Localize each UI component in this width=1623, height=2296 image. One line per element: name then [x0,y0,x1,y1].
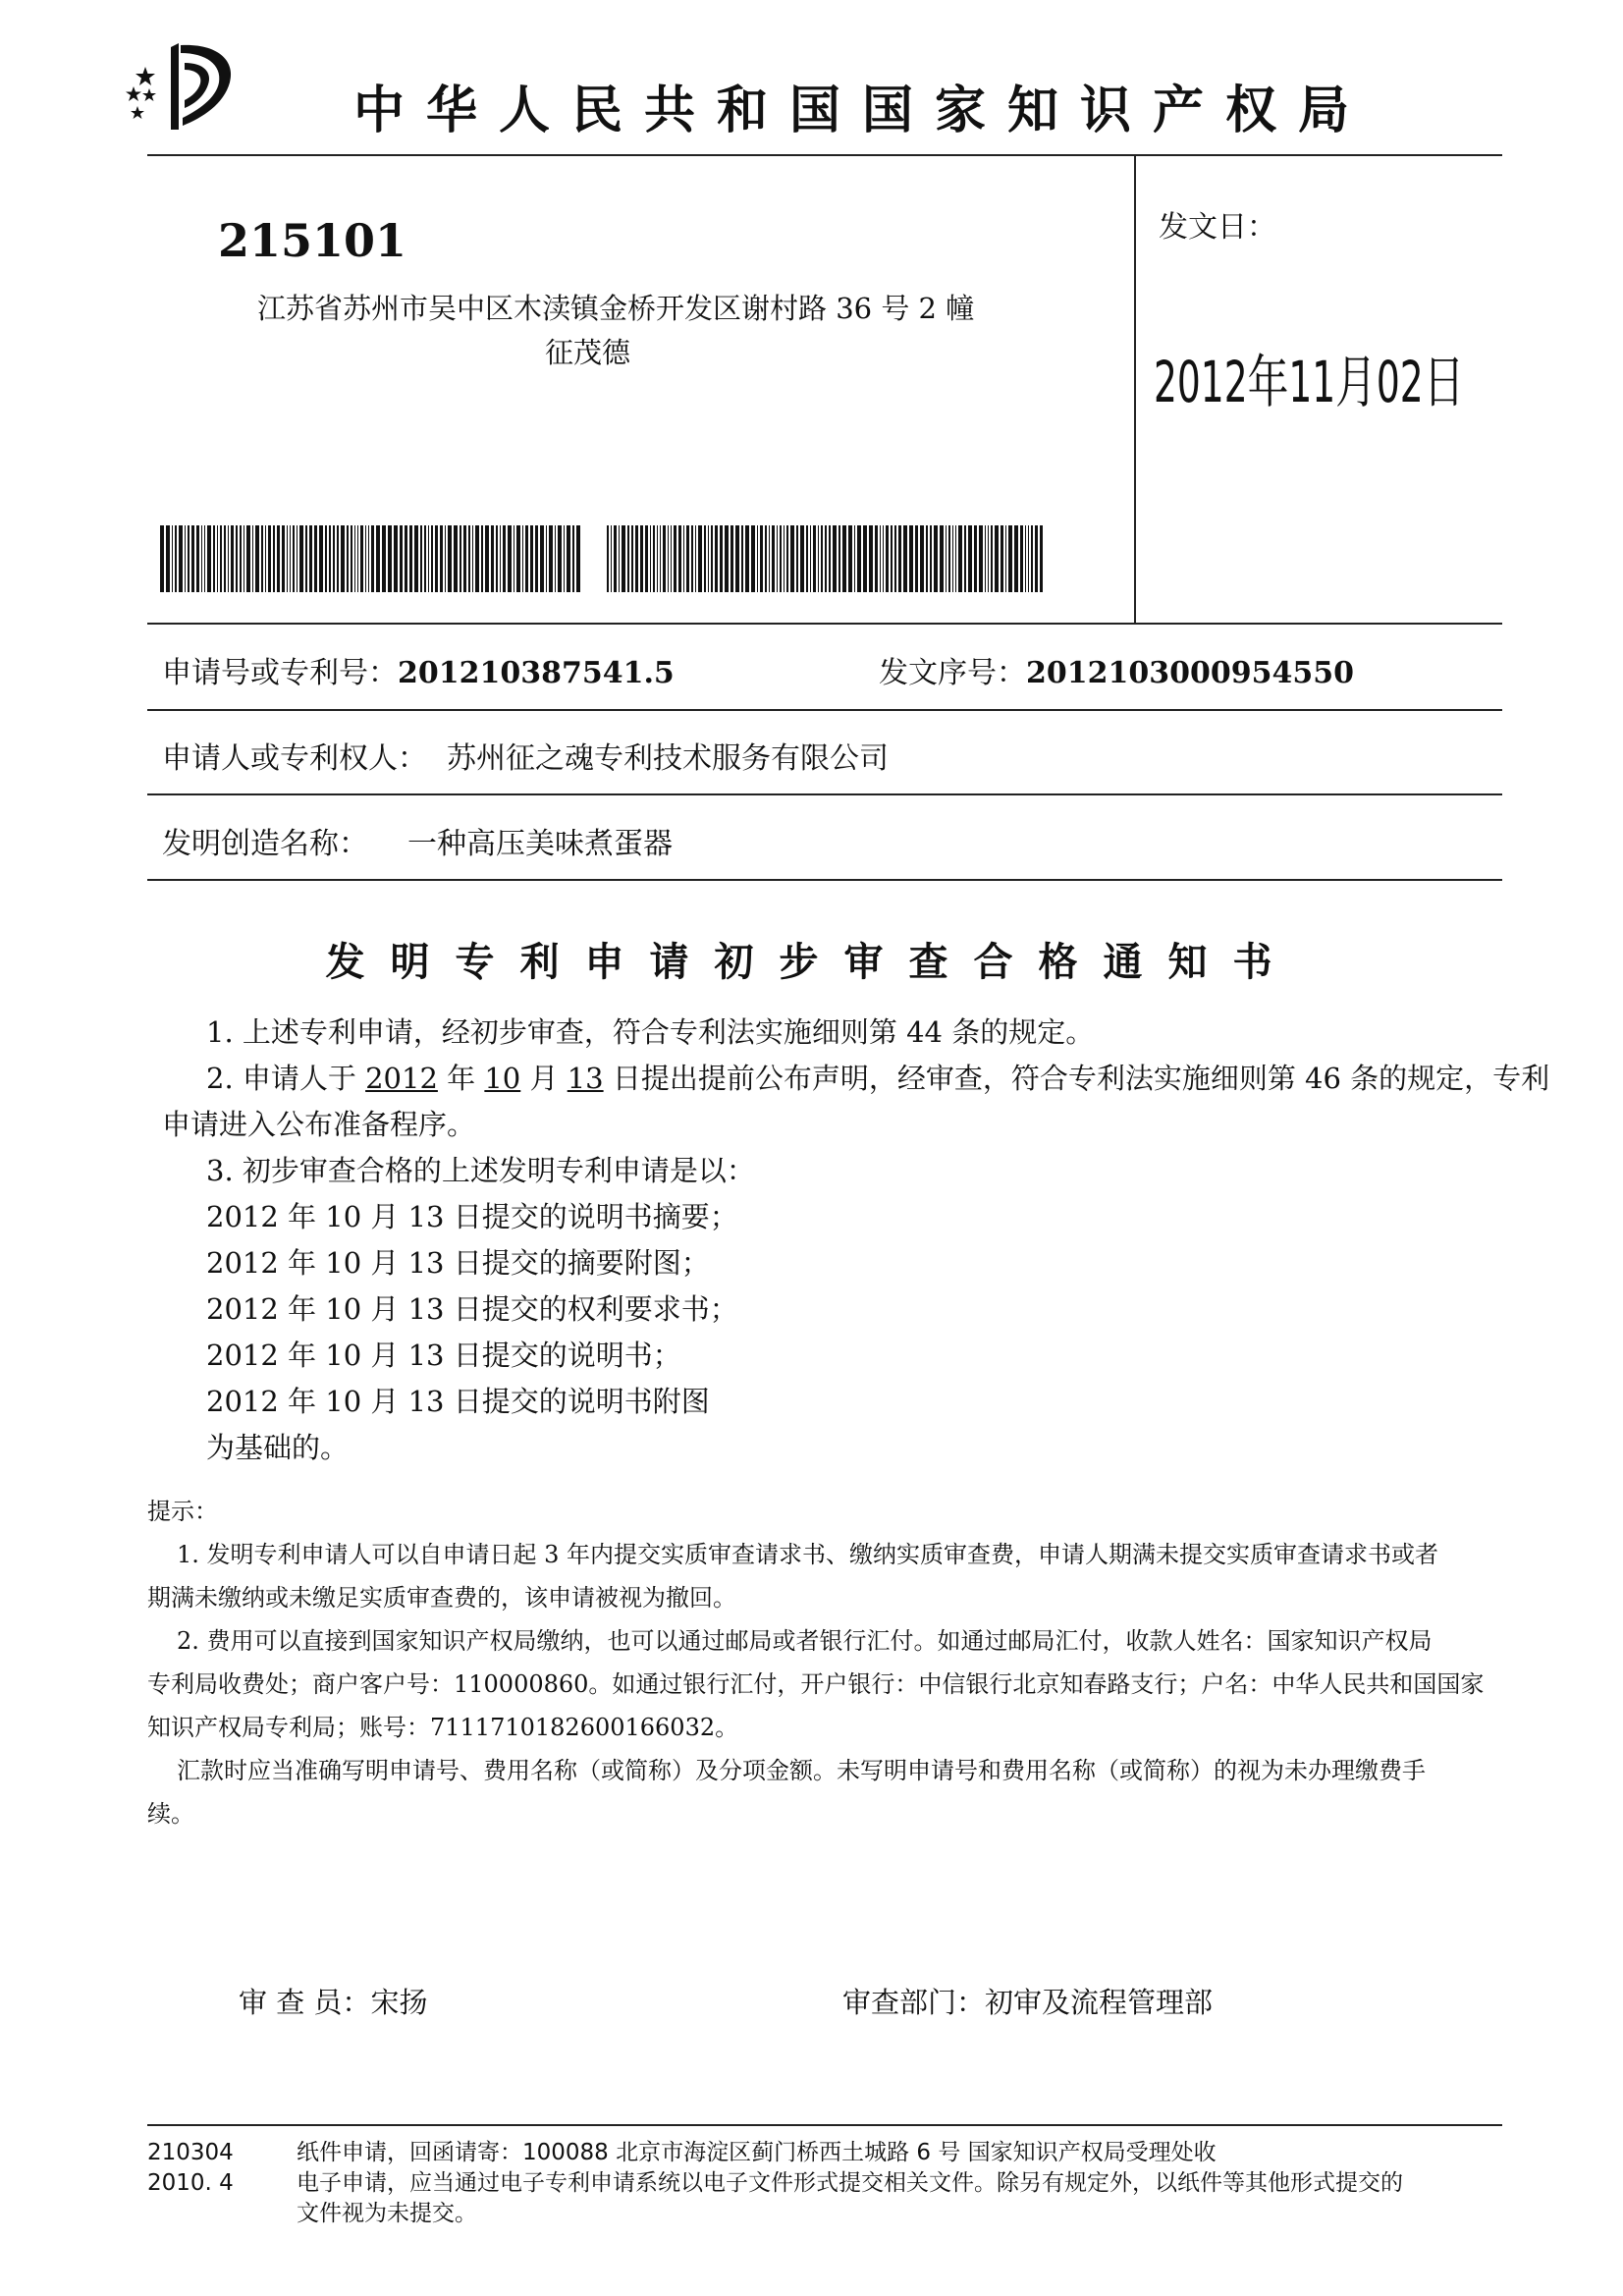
tips-label: 提示： [147,1498,218,1525]
barcode-bar [472,525,473,592]
barcode-bar [282,525,285,592]
barcode-bar [813,525,816,592]
barcode-bar [968,525,972,592]
issue-date-value: 2012年11月02日 [1154,349,1465,415]
barcode-bar [268,525,271,592]
barcode-bar [875,525,878,592]
barcode-bar [448,525,452,592]
barcode-bar [708,525,709,592]
examining-department [842,1981,1213,2021]
barcode-bar [564,525,565,592]
application-number-value: 201210387541.5 [398,656,675,690]
barcode-bar [360,525,363,592]
barcode-bar [376,525,380,592]
barcode-bar [790,525,794,592]
barcode-bar [273,525,275,592]
barcode-bar [660,525,661,592]
barcode-bar [297,525,298,592]
barcode-bar [228,525,229,592]
barcode-bar [325,525,327,592]
barcode-bar [567,525,570,592]
notice-title: 发明专利申请初步审查合格通知书 [325,940,1298,985]
barcode-bar [926,525,928,592]
barcode-bar [657,525,658,592]
barcode-bar [371,525,374,592]
barcode-bar [839,525,840,592]
applicant [162,734,889,777]
barcode-bar [261,525,263,592]
barcode-bar [640,525,643,592]
barcode-bar [765,525,767,592]
barcode-bar [428,525,429,592]
barcode-bar [347,525,349,592]
barcode-bar [341,525,345,592]
department-name: 初审及流程管理部 [985,1986,1214,2019]
tips-section [147,1490,1484,1835]
barcode-bar [496,525,498,592]
tip-1: 1. 发明专利申请人可以自申请日起 3 年内提交实质审查请求书、缴纳实质审查费，申请人期满未提交实质审查请求书或者 [177,1541,1439,1568]
barcode-bar [1035,525,1038,592]
barcode-bar [715,525,718,592]
barcode-bar [179,525,183,592]
barcode-bar [535,525,538,592]
barcode-bar [293,525,295,592]
barcode-bar [400,525,403,592]
document-item: 2012 年 10 月 13 日提交的说明书； [206,1339,681,1372]
form-code: 210304 [147,2140,234,2165]
barcode-bar [236,525,238,592]
notice-body [162,1010,1549,1471]
application-number-label: 申请号或专利号： [162,656,398,690]
tip-2: 2. 费用可以直接到国家知识产权局缴纳，也可以通过邮局或者银行汇付。如通过邮局汇付，收款人姓名：国家知识产权局 [177,1627,1433,1655]
barcode-bar [188,525,189,592]
applicant-label: 申请人或专利权人： [162,741,427,776]
barcode-bar [952,525,953,592]
barcode-bar [1031,525,1033,592]
barcode-bar [265,525,266,592]
barcode-bar [833,525,837,592]
barcode-bar [686,525,689,592]
barcode-bar [635,525,638,592]
barcode-bar [435,525,438,592]
barcode-bar [420,525,422,592]
barcode-bar [299,525,303,592]
barcode-bar [653,525,655,592]
barcode-bar [160,525,164,592]
barcode-bar [678,525,681,592]
barcode-bar [650,525,651,592]
barcode-bar [337,525,339,592]
department-label: 审查部门： [842,1986,986,2019]
barcode-bar [796,525,798,592]
cnipa-logo-icon [120,39,245,134]
barcode-bar [780,525,782,592]
barcode-bar [857,525,861,592]
barcode-bar [695,525,696,592]
barcode-bar [1001,525,1003,592]
barcode-bar [555,525,556,592]
barcode-bar [175,525,177,592]
tip-3: 汇款时应当准确写明申请号、费用名称（或简称）及分项金额。未写明申请号和费用名称（或简称）的视为未办理缴费手 [177,1757,1426,1784]
footer-electronic-filing-cont: 文件视为未提交。 [297,2201,477,2226]
barcode-bar [207,525,211,592]
barcode-bar [243,525,244,592]
barcode-bar [277,525,280,592]
barcode-bar [760,525,763,592]
barcode-bar [354,525,355,592]
document-item: 2012 年 10 月 13 日提交的说明书附图 [206,1385,710,1418]
invention-title [162,819,673,862]
notice-paragraph-2-cont: 申请进入公布准备程序。 [162,1108,476,1141]
barcode-bar [974,525,977,592]
barcode-bar [468,525,470,592]
barcode-bar [725,525,729,592]
barcode-bar [368,525,369,592]
barcode-bar [735,525,739,592]
form-version: 2010. 4 [147,2170,234,2196]
barcode-bar [431,525,433,592]
barcode-bar [1025,525,1026,592]
barcode-bar [757,525,758,592]
recipient-address: 江苏省苏州市吴中区木渎镇金桥开发区谢村路 36 号 2 幢 [257,292,975,325]
barcode-bar [333,525,335,592]
barcode-bar [958,525,962,592]
barcode-bar [196,525,199,592]
postcode: 215101 [218,214,407,267]
barcode-bar [1014,525,1018,592]
barcode-bar [883,525,884,592]
barcode-bar [898,525,901,592]
barcode-bar [810,525,811,592]
barcode-bar [172,525,173,592]
document-number [879,648,1354,691]
barcode-bar [627,525,629,592]
barcode-bar [891,525,893,592]
issue-date-label: 发文日： [1159,210,1276,245]
barcode-right [607,525,1051,592]
barcode-bar [508,525,512,592]
barcode-bar [424,525,426,592]
barcode-bar [540,525,544,592]
barcode-bar [252,525,253,592]
barcode-bar [525,525,528,592]
notice-basis: 为基础的。 [206,1431,350,1464]
document-number-value: 2012103000954550 [1026,656,1354,690]
barcode-bar [991,525,993,592]
barcode-bar [946,525,947,592]
barcode-bar [309,525,312,592]
declaration-month: 10 [484,1062,521,1095]
barcode-bar [903,525,907,592]
barcode-left [160,525,587,592]
barcode-bar [698,525,702,592]
barcode-bar [880,525,881,592]
barcode-bar [491,525,494,592]
barcode-bar [818,525,819,592]
barcode-bar [500,525,501,592]
barcode-bar [1020,525,1023,592]
barcode-bar [674,525,676,592]
barcode-bar [329,525,331,592]
barcode-bar [201,525,202,592]
barcode-bar [357,525,358,592]
notice-paragraph-1: 1. 上述专利申请，经初步审查，符合专利法实施细则第 44 条的规定。 [206,1015,1095,1049]
document-item: 2012 年 10 月 13 日提交的说明书摘要； [206,1200,738,1233]
barcode-bar [848,525,852,592]
barcode-bar [530,525,533,592]
barcode-bar [631,525,633,592]
barcode-bar [909,525,913,592]
barcode-bar [388,525,392,592]
barcode-bar [607,525,609,592]
barcode-bar [711,525,713,592]
barcode-bar [619,525,620,592]
barcode-bar [741,525,743,592]
barcode-bar [213,525,215,592]
document-item: 2012 年 10 月 13 日提交的摘要附图； [206,1246,710,1280]
barcode-bar [806,525,808,592]
barcode-bar [614,525,617,592]
barcode-bar [217,525,218,592]
barcode-bar [475,525,479,592]
notice-paragraph-3: 3. 初步审查合格的上述发明专利申请是以： [206,1154,755,1187]
barcode-bar [558,525,562,592]
barcode-bar [255,525,259,592]
barcode-bar [930,525,932,592]
barcode-bar [842,525,846,592]
barcode-bar [854,525,855,592]
declaration-year: 2012 [365,1062,438,1095]
barcode-bar [572,525,574,592]
barcode-bar [988,525,989,592]
barcode-bar [825,525,827,592]
barcode-bar [409,525,412,592]
barcode-bar [224,525,226,592]
barcode-bar [979,525,983,592]
office-name: 中华人民共和国国家知识产权局 [353,82,1372,140]
recipient-name: 征茂德 [545,336,631,369]
invention-title-value: 一种高压美味煮蛋器 [407,827,673,861]
footer-electronic-filing: 电子申请，应当通过电子专利申请系统以电子文件形式提交相关文件。除另有规定外，以纸件等其他形式提交的 [297,2170,1403,2196]
invention-title-label: 发明创造名称： [162,827,368,861]
barcode-bar [576,525,580,592]
barcode-bar [691,525,693,592]
document-item: 2012 年 10 月 13 日提交的权利要求书； [206,1292,738,1326]
tip-2-cont: 专利局收费处；商户客户号：110000860。如通过银行汇付，开户银行：中信银行北京知春路支行；户名：中华人民共和国国家 [147,1670,1485,1698]
barcode-bar [394,525,398,592]
barcode-bar [683,525,684,592]
barcode-bar [460,525,461,592]
barcode-bar [769,525,770,592]
barcode-bar [751,525,755,592]
barcode-bar [414,525,418,592]
barcode-bar [231,525,234,592]
barcode-bar [821,525,823,592]
barcode-bar [290,525,291,592]
barcode-bar [894,525,896,592]
barcode-bar [800,525,804,592]
barcode-bar [745,525,749,592]
barcode-bar [191,525,194,592]
barcode-bar [1005,525,1006,592]
barcode-bar [405,525,407,592]
barcode-bar [1008,525,1012,592]
barcode-bar [503,525,506,592]
barcode-bar [314,525,317,592]
barcode-bar [546,525,547,592]
barcode-bar [220,525,222,592]
barcode-bar [246,525,250,592]
notice-paragraph-2: 2. 申请人于 2012 年 10 月 13 日提出提前公布声明，经审查，符合专利法实施细则第 46 条的规定，专利 [206,1062,1550,1095]
barcode-bar [985,525,986,592]
barcode-bar [995,525,999,592]
barcode-bar [185,525,186,592]
barcode-bar [1040,525,1043,592]
examiner [239,1981,427,2021]
barcode-bar [549,525,553,592]
barcode-bar [204,525,205,592]
barcode-bar [948,525,950,592]
barcode-bar [305,525,307,592]
barcode-bar [829,525,831,592]
barcode-bar [611,525,612,592]
barcode-bar [351,525,352,592]
barcode-bar [166,525,170,592]
barcode-bar [481,525,483,592]
barcode-bar [240,525,242,592]
barcode-bar [645,525,648,592]
examiner-name: 宋扬 [370,1986,428,2019]
barcode-bar [869,525,873,592]
examiner-label: 审 查 员： [239,1986,371,2019]
barcode-bar [955,525,956,592]
barcode-bar [365,525,366,592]
barcode-bar [440,525,443,592]
barcode-bar [720,525,723,592]
barcode-bar [663,525,666,592]
barcode-bar [522,525,523,592]
barcode-bar [516,525,520,592]
barcode-bar [287,525,288,592]
barcode-bar [863,525,867,592]
barcode-bar [445,525,446,592]
tip-3-cont: 续。 [147,1800,194,1828]
barcode-bar [915,525,918,592]
applicant-value: 苏州征之魂专利技术服务有限公司 [447,741,889,776]
barcode-bar [786,525,788,592]
application-number [162,648,675,691]
tip-1-cont: 期满未缴纳或未缴足实质审查费的，该申请被视为撤回。 [147,1584,736,1612]
barcode-bar [622,525,625,592]
document-number-label: 发文序号： [879,656,1026,690]
barcode-bar [934,525,938,592]
barcode-bar [940,525,944,592]
barcode-bar [668,525,669,592]
barcode-bar [886,525,889,592]
barcode-bar [319,525,323,592]
barcode-bar [382,525,386,592]
barcode-bar [730,525,733,592]
footer-paper-filing: 纸件申请，回函请寄：100088 北京市海淀区蓟门桥西土城路 6 号 国家知识产权局受理处收 [297,2140,1217,2165]
barcode-bar [454,525,458,592]
barcode-bar [704,525,706,592]
barcode-bar [777,525,778,592]
tip-2-cont: 知识产权局专利局；账号：7111710182600166032。 [147,1714,739,1741]
barcode-bar [485,525,489,592]
barcode-bar [1028,525,1029,592]
barcode-bar [920,525,924,592]
barcode-bar [463,525,466,592]
declaration-day: 13 [567,1062,604,1095]
barcode-bar [671,525,672,592]
barcode-bar [772,525,775,592]
barcode-bar [964,525,966,592]
